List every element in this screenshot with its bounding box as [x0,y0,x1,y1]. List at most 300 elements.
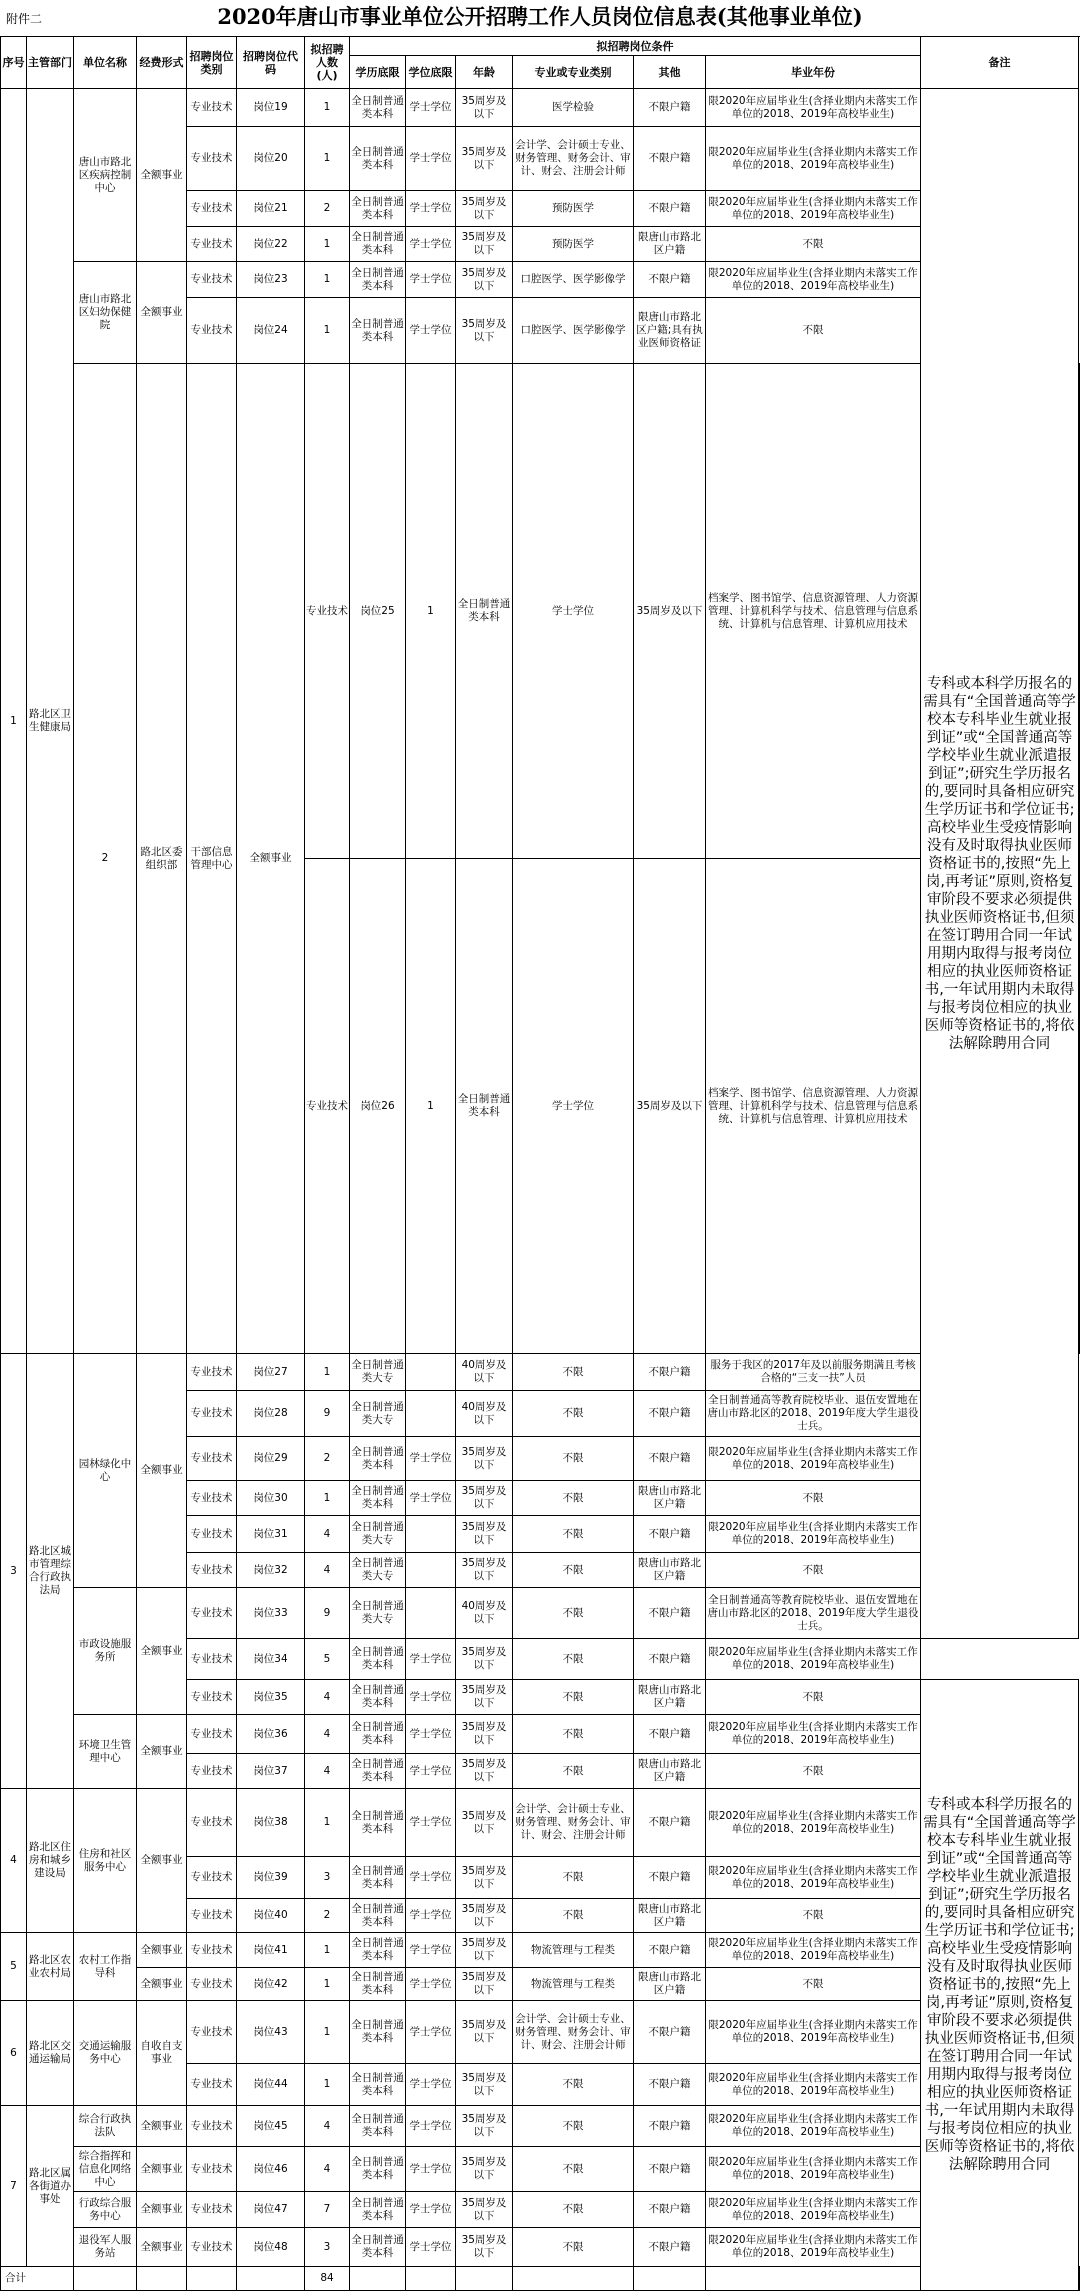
job-table [0,36,1080,2291]
degree-cell: 学士学位 [406,227,456,262]
edu-cell: 全日制普通类本科 [350,1857,406,1899]
post-code-cell: 岗位44 [237,2064,305,2106]
other-cell: 不限户籍 [634,262,706,298]
degree-cell: 学士学位 [406,191,456,227]
post-type-cell: 专业技术 [187,1754,237,1789]
age-cell: 35周岁及以下 [456,298,513,364]
other-cell: 不限户籍 [634,1933,706,1968]
degree-cell: 学士学位 [406,2192,456,2228]
header-seq: 序号 [1,37,27,89]
edu-cell: 全日制普通类本科 [456,859,513,1354]
dept-cell: 路北区属各街道办事处 [27,2106,74,2267]
count-cell: 1 [406,859,456,1354]
funding-cell: 全额事业 [137,262,187,364]
total-label: 合计 [1,2267,74,2291]
funding-cell: 全额事业 [137,1715,187,1789]
total-count: 84 [305,2267,350,2291]
count-cell: 1 [305,1354,350,1391]
major-cell: 会计学、会计硕士专业、财务管理、财务会计、审计、财会、注册会计师 [513,2001,634,2064]
grad-cell: 限2020年应届毕业生(含择业期内未落实工作单位的2018、2019年高校毕业生) [706,2001,921,2064]
count-cell: 1 [305,1968,350,2001]
header-edu: 学历底限 [350,56,406,89]
grad-cell: 不限 [706,1481,921,1516]
age-cell: 35周岁及以下 [456,2064,513,2106]
post-type-cell: 专业技术 [187,1789,237,1857]
other-cell: 不限户籍 [634,1639,706,1680]
funding-cell: 全额事业 [137,1933,187,1968]
edu-cell: 全日制普通类大专 [350,1391,406,1437]
post-code-cell: 岗位33 [237,1588,305,1639]
edu-cell: 全日制普通类本科 [350,1639,406,1680]
unit-cell: 住房和社区服务中心 [74,1789,137,1933]
degree-cell: 学士学位 [406,127,456,191]
post-type-cell: 专业技术 [187,2106,237,2147]
edu-cell: 全日制普通类本科 [350,1968,406,2001]
edu-cell: 全日制普通类本科 [350,1481,406,1516]
count-cell: 4 [305,2106,350,2147]
age-cell: 40周岁及以下 [456,1588,513,1639]
age-cell: 35周岁及以下 [456,191,513,227]
degree-cell [406,1354,456,1391]
count-cell: 4 [305,1553,350,1588]
header-other: 其他 [634,56,706,89]
age-cell: 35周岁及以下 [456,1715,513,1754]
count-cell: 9 [305,1588,350,1639]
dept-cell: 路北区卫生健康局 [27,89,74,1354]
age-cell: 35周岁及以下 [456,1481,513,1516]
funding-cell: 全额事业 [137,1354,187,1588]
edu-cell: 全日制普通类本科 [456,364,513,859]
major-cell: 不限 [513,1481,634,1516]
grad-cell: 限2020年应届毕业生(含择业期内未落实工作单位的2018、2019年高校毕业生) [706,2192,921,2228]
age-cell: 35周岁及以下 [456,1968,513,2001]
edu-cell: 全日制普通类本科 [350,2228,406,2267]
post-code-cell: 岗位39 [237,1857,305,1899]
post-code-cell: 岗位30 [237,1481,305,1516]
grad-cell: 限2020年应届毕业生(含择业期内未落实工作单位的2018、2019年高校毕业生) [706,262,921,298]
grad-cell: 不限 [706,1968,921,2001]
other-cell: 不限户籍 [634,1789,706,1857]
major-cell: 不限 [513,2064,634,2106]
major-cell: 不限 [513,1588,634,1639]
age-cell: 35周岁及以下 [456,127,513,191]
other-cell: 限唐山市路北区户籍 [634,1899,706,1933]
post-code-cell: 岗位46 [237,2147,305,2192]
post-type-cell: 专业技术 [187,1437,237,1481]
seq-cell: 7 [1,2106,27,2267]
degree-cell: 学士学位 [406,1933,456,1968]
major-cell: 会计学、会计硕士专业、财务管理、财务会计、审计、财会、注册会计师 [513,1789,634,1857]
count-cell: 1 [305,89,350,127]
funding-cell: 全额事业 [237,364,305,1354]
post-type-cell: 专业技术 [187,127,237,191]
grad-cell: 不限 [706,1899,921,1933]
degree-cell: 学士学位 [406,298,456,364]
unit-cell: 退役军人服务站 [74,2228,137,2267]
degree-cell [406,1553,456,1588]
other-cell: 限唐山市路北区户籍 [634,1553,706,1588]
major-cell: 不限 [513,1680,634,1715]
header-post-type: 招聘岗位类别 [187,37,237,89]
major-cell: 会计学、会计硕士专业、财务管理、财务会计、审计、财会、注册会计师 [513,127,634,191]
age-cell: 35周岁及以下 [634,859,706,1354]
post-type-cell: 专业技术 [187,2228,237,2267]
dept-cell: 路北区住房和城乡建设局 [27,1789,74,1933]
unit-cell: 唐山市路北区妇幼保健院 [74,262,137,364]
count-cell: 1 [305,127,350,191]
other-cell: 限唐山市路北区户籍 [634,1754,706,1789]
grad-cell: 限2020年应届毕业生(含择业期内未落实工作单位的2018、2019年高校毕业生) [706,1789,921,1857]
funding-cell: 全额事业 [137,1789,187,1933]
count-cell: 1 [305,2001,350,2064]
count-cell: 2 [305,1437,350,1481]
table-row [1,1354,1080,1391]
post-type-cell: 专业技术 [187,1639,237,1680]
degree-cell [406,1588,456,1639]
post-type-cell: 专业技术 [305,364,350,859]
table-row [1,1789,1080,1857]
table-row [1,2106,1080,2147]
major-cell: 不限 [513,1715,634,1754]
count-cell: 3 [305,2228,350,2267]
edu-cell: 全日制普通类本科 [350,1789,406,1857]
age-cell: 35周岁及以下 [456,227,513,262]
header-row-1 [1,37,1080,56]
edu-cell: 全日制普通类本科 [350,2106,406,2147]
edu-cell: 全日制普通类本科 [350,89,406,127]
degree-cell: 学士学位 [406,2001,456,2064]
degree-cell: 学士学位 [406,1639,456,1680]
other-cell: 不限户籍 [634,1391,706,1437]
post-code-cell: 岗位28 [237,1391,305,1437]
edu-cell: 全日制普通类本科 [350,2147,406,2192]
degree-cell: 学士学位 [406,1857,456,1899]
funding-cell: 全额事业 [137,2147,187,2192]
edu-cell: 全日制普通类大专 [350,1588,406,1639]
grad-cell: 不限 [706,1680,921,1715]
post-type-cell: 专业技术 [187,1680,237,1715]
post-code-cell: 岗位34 [237,1639,305,1680]
degree-cell: 学士学位 [406,2106,456,2147]
edu-cell: 全日制普通类大专 [350,1516,406,1553]
major-cell: 口腔医学、医学影像学 [513,262,634,298]
grad-cell: 限2020年应届毕业生(含择业期内未落实工作单位的2018、2019年高校毕业生) [706,2064,921,2106]
header-dept: 主管部门 [27,37,74,89]
major-cell: 不限 [513,1437,634,1481]
degree-cell [406,1516,456,1553]
edu-cell: 全日制普通类本科 [350,1715,406,1754]
other-cell: 限唐山市路北区户籍;具有执业医师资格证 [634,298,706,364]
major-cell: 预防医学 [513,191,634,227]
degree-cell: 学士学位 [406,1680,456,1715]
count-cell: 9 [305,1391,350,1437]
post-type-cell: 专业技术 [187,1481,237,1516]
edu-cell: 全日制普通类本科 [350,227,406,262]
age-cell: 40周岁及以下 [456,1354,513,1391]
seq-cell: 2 [74,364,137,1354]
degree-cell: 学士学位 [406,1968,456,2001]
edu-cell: 全日制普通类本科 [350,191,406,227]
post-code-cell: 岗位41 [237,1933,305,1968]
count-cell: 1 [305,298,350,364]
degree-cell: 学士学位 [513,364,634,859]
table-row [1,1968,1080,2001]
post-code-cell: 岗位32 [237,1553,305,1588]
post-type-cell: 专业技术 [187,1588,237,1639]
unit-cell: 唐山市路北区疾病控制中心 [74,89,137,262]
table-row [1,2228,1080,2267]
count-cell: 1 [406,364,456,859]
other-cell: 不限户籍 [634,2147,706,2192]
grad-cell: 限2020年应届毕业生(含择业期内未落实工作单位的2018、2019年高校毕业生) [706,191,921,227]
edu-cell: 全日制普通类本科 [350,127,406,191]
unit-cell: 综合指挥和信息化网络中心 [74,2147,137,2192]
edu-cell: 全日制普通类本科 [350,2001,406,2064]
post-code-cell: 岗位47 [237,2192,305,2228]
other-cell: 不限户籍 [634,1354,706,1391]
grad-cell: 限2020年应届毕业生(含择业期内未落实工作单位的2018、2019年高校毕业生) [706,1639,921,1680]
grad-cell: 全日制普通高等教育院校毕业、退伍安置地在唐山市路北区的2018、2019年度大学生退役士兵。 [706,1588,921,1639]
grad-cell: 限2020年应届毕业生(含择业期内未落实工作单位的2018、2019年高校毕业生) [706,1857,921,1899]
grad-cell: 限2020年应届毕业生(含择业期内未落实工作单位的2018、2019年高校毕业生) [706,127,921,191]
post-type-cell: 专业技术 [187,262,237,298]
table-row [1,2147,1080,2192]
grad-cell: 不限 [706,1553,921,1588]
other-cell: 不限户籍 [634,127,706,191]
major-cell: 档案学、图书馆学、信息资源管理、人力资源管理、计算机科学与技术、信息管理与信息系统、计算机与信息管理、计算机应用技术 [706,859,921,1354]
unit-cell: 园林绿化中心 [74,1354,137,1588]
count-cell: 4 [305,2147,350,2192]
major-cell: 不限 [513,1516,634,1553]
other-cell: 限唐山市路北区户籍 [634,227,706,262]
age-cell: 35周岁及以下 [456,1899,513,1933]
age-cell: 35周岁及以下 [456,1437,513,1481]
post-type-cell: 专业技术 [187,298,237,364]
funding-cell: 全额事业 [137,1968,187,2001]
post-code-cell: 岗位42 [237,1968,305,2001]
age-cell: 35周岁及以下 [456,2228,513,2267]
seq-cell: 5 [1,1933,27,2001]
age-cell: 35周岁及以下 [456,1789,513,1857]
edu-cell: 全日制普通类本科 [350,298,406,364]
major-cell: 不限 [513,2192,634,2228]
degree-cell [406,1391,456,1437]
post-code-cell: 岗位26 [350,859,406,1354]
degree-cell: 学士学位 [406,89,456,127]
age-cell: 35周岁及以下 [456,1639,513,1680]
count-cell: 1 [305,262,350,298]
other-cell: 不限户籍 [634,1437,706,1481]
annex-label: 附件二 [6,10,42,27]
major-cell: 不限 [513,2228,634,2267]
degree-cell: 学士学位 [406,262,456,298]
post-code-cell: 岗位40 [237,1899,305,1933]
post-type-cell: 专业技术 [187,1516,237,1553]
post-code-cell: 岗位20 [237,127,305,191]
unit-cell: 环境卫生管理中心 [74,1715,137,1789]
age-cell: 35周岁及以下 [456,262,513,298]
funding-cell: 全额事业 [137,1588,187,1715]
page-title: 2020年唐山市事业单位公开招聘工作人员岗位信息表(其他事业单位) [60,2,1020,32]
funding-cell: 全额事业 [137,2192,187,2228]
age-cell: 35周岁及以下 [456,1553,513,1588]
post-type-cell: 专业技术 [305,859,350,1354]
header-post-code: 招聘岗位代码 [237,37,305,89]
other-cell: 不限户籍 [634,191,706,227]
header-grad-year: 毕业年份 [706,56,921,89]
other-cell: 限唐山市路北区户籍 [634,1968,706,2001]
major-cell: 不限 [513,1754,634,1789]
edu-cell: 全日制普通类本科 [350,1933,406,1968]
major-cell: 不限 [513,2147,634,2192]
major-cell: 档案学、图书馆学、信息资源管理、人力资源管理、计算机科学与技术、信息管理与信息系统、计算机与信息管理、计算机应用技术 [706,364,921,859]
unit-cell: 行政综合服务中心 [74,2192,137,2228]
other-cell: 不限户籍 [634,2106,706,2147]
header-bar [0,0,1080,37]
dept-cell: 路北区城市管理综合行政执法局 [27,1354,74,1789]
degree-cell: 学士学位 [406,1437,456,1481]
edu-cell: 全日制普通类本科 [350,1437,406,1481]
age-cell: 35周岁及以下 [456,1516,513,1553]
post-type-cell: 专业技术 [187,2001,237,2064]
major-cell: 不限 [513,2106,634,2147]
post-type-cell: 专业技术 [187,227,237,262]
post-code-cell: 岗位35 [237,1680,305,1715]
post-code-cell: 岗位27 [237,1354,305,1391]
age-cell: 35周岁及以下 [456,89,513,127]
grad-cell: 限2020年应届毕业生(含择业期内未落实工作单位的2018、2019年高校毕业生) [706,89,921,127]
edu-cell: 全日制普通类本科 [350,1899,406,1933]
post-code-cell: 岗位45 [237,2106,305,2147]
degree-cell: 学士学位 [406,1899,456,1933]
grad-cell: 不限 [706,298,921,364]
degree-cell: 学士学位 [406,2147,456,2192]
grad-cell: 服务于我区的2017年及以前服务期满且考核合格的“三支一扶”人员 [706,1354,921,1391]
count-cell: 1 [305,2064,350,2106]
dept-cell: 路北区农业农村局 [27,1933,74,2001]
age-cell: 40周岁及以下 [456,1391,513,1437]
major-cell: 预防医学 [513,227,634,262]
major-cell: 不限 [513,1391,634,1437]
table-row [1,89,1080,127]
post-code-cell: 岗位24 [237,298,305,364]
post-code-cell: 岗位38 [237,1789,305,1857]
header-funding: 经费形式 [137,37,187,89]
major-cell: 不限 [513,1553,634,1588]
post-code-cell: 岗位22 [237,227,305,262]
major-cell: 物流管理与工程类 [513,1933,634,1968]
table-row [1,1933,1080,1968]
other-cell: 限唐山市路北区户籍 [634,1481,706,1516]
total-row [1,2267,1080,2291]
age-cell: 35周岁及以下 [634,364,706,859]
major-cell: 医学检验 [513,89,634,127]
table-row [1,2192,1080,2228]
post-code-cell: 岗位31 [237,1516,305,1553]
count-cell: 7 [305,2192,350,2228]
table-row [1,262,1080,298]
count-cell: 4 [305,1516,350,1553]
grad-cell: 限2020年应届毕业生(含择业期内未落实工作单位的2018、2019年高校毕业生) [706,1437,921,1481]
count-cell: 4 [305,1754,350,1789]
post-type-cell: 专业技术 [187,1391,237,1437]
age-cell: 35周岁及以下 [456,2001,513,2064]
degree-cell: 学士学位 [406,2064,456,2106]
post-code-cell: 岗位25 [350,364,406,859]
other-cell: 不限户籍 [634,1715,706,1754]
grad-cell: 限2020年应届毕业生(含择业期内未落实工作单位的2018、2019年高校毕业生) [706,1516,921,1553]
unit-cell: 交通运输服务中心 [74,2001,137,2106]
table-row [1,1588,1080,1639]
grad-cell: 限2020年应届毕业生(含择业期内未落实工作单位的2018、2019年高校毕业生) [706,1715,921,1754]
count-cell: 2 [305,1899,350,1933]
table-row [1,2001,1080,2064]
edu-cell: 全日制普通类大专 [350,1354,406,1391]
grad-cell: 限2020年应届毕业生(含择业期内未落实工作单位的2018、2019年高校毕业生) [706,2147,921,2192]
post-type-cell: 专业技术 [187,1968,237,2001]
grad-cell: 限2020年应届毕业生(含择业期内未落实工作单位的2018、2019年高校毕业生) [706,2106,921,2147]
major-cell: 不限 [513,1354,634,1391]
funding-cell: 全额事业 [137,2228,187,2267]
post-code-cell: 岗位23 [237,262,305,298]
age-cell: 35周岁及以下 [456,2147,513,2192]
funding-cell: 全额事业 [137,2106,187,2147]
remark-cell: 专科或本科学历报名的需具有“全国普通高等学校本专科毕业生就业报到证”或“全国普通高等学校毕业生就业派遣报到证”;研究生学历报名的,要同时具备相应研究生学历证书和学位证书;高校毕业生受疫情影响没有及时取得执业医师资格证书的,按照“先上岗,再考证”原则,资格复审阶段不要求必须提供执业医师资格证书,但须在签订聘用合同一年试用期内取得与报考岗位相应的执业医师资格证书,一年试用期内未取得与报考岗位相应的执业医师等资格证书的,将依法解除聘用合同 [921,89,1079,1639]
seq-cell: 1 [1,89,27,1354]
degree-cell: 学士学位 [406,2228,456,2267]
dept-cell: 路北区委组织部 [137,364,187,1354]
grad-cell: 全日制普通高等教育院校毕业、退伍安置地在唐山市路北区的2018、2019年度大学生退役士兵。 [706,1391,921,1437]
other-cell: 不限户籍 [634,1516,706,1553]
age-cell: 35周岁及以下 [456,2192,513,2228]
grad-cell: 限2020年应届毕业生(含择业期内未落实工作单位的2018、2019年高校毕业生) [706,1933,921,1968]
header-degree: 学位底限 [406,56,456,89]
other-cell: 不限户籍 [634,2228,706,2267]
post-code-cell: 岗位29 [237,1437,305,1481]
degree-cell: 学士学位 [406,1754,456,1789]
count-cell: 4 [305,1680,350,1715]
post-type-cell: 专业技术 [187,89,237,127]
unit-cell: 干部信息管理中心 [187,364,237,1354]
other-cell: 不限户籍 [634,2192,706,2228]
header-conditions: 拟招聘岗位条件 [350,37,921,56]
age-cell: 35周岁及以下 [456,1857,513,1899]
header-remarks: 备注 [921,37,1079,89]
header-age: 年龄 [456,56,513,89]
count-cell: 1 [305,1789,350,1857]
edu-cell: 全日制普通类本科 [350,2192,406,2228]
count-cell: 5 [305,1639,350,1680]
remark-cell: 专科或本科学历报名的需具有“全国普通高等学校本专科毕业生就业报到证”或“全国普通高等学校毕业生就业派遣报到证”;研究生学历报名的,要同时具备相应研究生学历证书和学位证书;高校毕业生受疫情影响没有及时取得执业医师资格证书的,按照“先上岗,再考证”原则,资格复审阶段不要求必须提供执业医师资格证书,但须在签订聘用合同一年试用期内取得与报考岗位相应的执业医师资格证书,一年试用期内未取得与报考岗位相应的执业医师等资格证书的,将依法解除聘用合同 [921,1680,1079,2291]
post-code-cell: 岗位43 [237,2001,305,2064]
post-code-cell: 岗位48 [237,2228,305,2267]
edu-cell: 全日制普通类本科 [350,1754,406,1789]
degree-cell: 学士学位 [406,1789,456,1857]
header-unit: 单位名称 [74,37,137,89]
major-cell: 不限 [513,1857,634,1899]
major-cell: 不限 [513,1639,634,1680]
age-cell: 35周岁及以下 [456,2106,513,2147]
table-row [1,1715,1080,1754]
other-cell: 不限户籍 [634,1588,706,1639]
count-cell: 4 [305,1715,350,1754]
age-cell: 35周岁及以下 [456,1933,513,1968]
post-code-cell: 岗位19 [237,89,305,127]
edu-cell: 全日制普通类本科 [350,1680,406,1715]
age-cell: 35周岁及以下 [456,1754,513,1789]
count-cell: 1 [305,227,350,262]
seq-cell: 3 [1,1354,27,1789]
